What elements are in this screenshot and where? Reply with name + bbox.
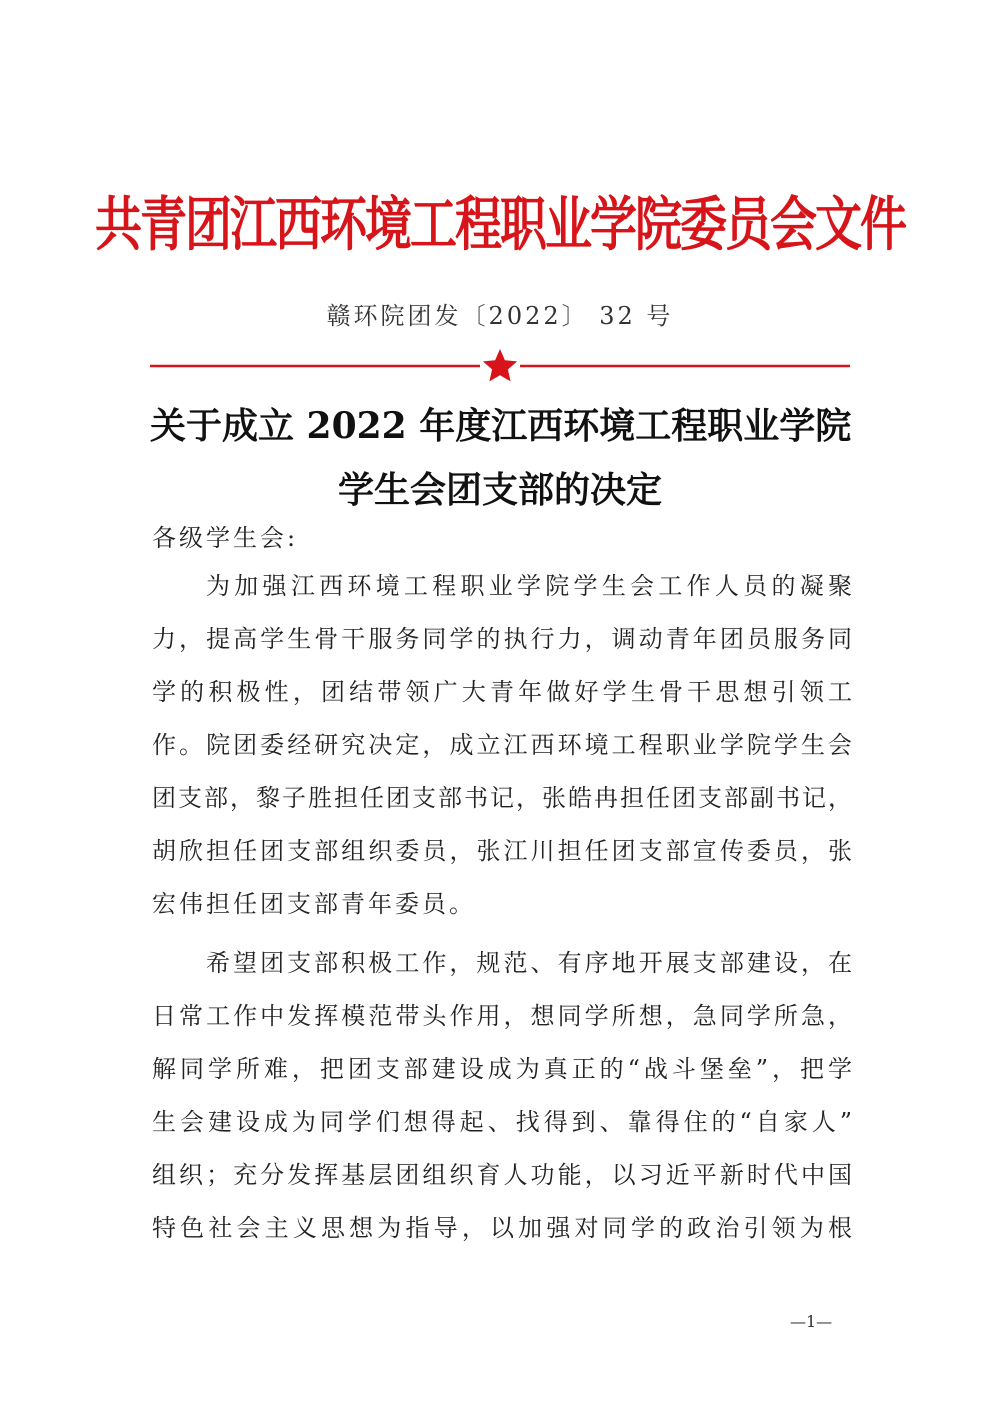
body-paragraph-1 <box>152 560 852 931</box>
org-title: 共青团江西环境工程职业学院委员会文件 <box>95 190 905 260</box>
body-paragraph-2 <box>152 937 852 1255</box>
paragraph-line: 组织；充分发挥基层团组织育人功能，以习近平新时代中国 <box>152 1161 852 1189</box>
document-number: 赣环院团发〔2022〕 32 号 <box>326 302 674 330</box>
paragraph-line: 希望团支部积极工作，规范、有序地开展支部建设，在 <box>206 949 852 977</box>
paragraph-line: 胡欣担任团支部组织委员，张江川担任团支部宣传委员，张 <box>152 837 852 865</box>
document-title-line-1: 关于成立 2022 年度江西环境工程职业学院 <box>150 405 852 447</box>
page-number: —1— <box>790 1312 833 1331</box>
paragraph-line: 团支部，黎子胜担任团支部书记，张皓冉担任团支部副书记， <box>152 784 852 812</box>
document-title-line-2: 学生会团支部的决定 <box>337 469 662 511</box>
paragraph-line: 解同学所难，把团支部建设成为真正的“战斗堡垒”，把学 <box>152 1055 852 1083</box>
star-icon <box>483 349 517 381</box>
paragraph-line: 为加强江西环境工程职业学院学生会工作人员的凝聚 <box>206 572 852 600</box>
paragraph-line: 宏伟担任团支部青年委员。 <box>152 890 476 918</box>
salutation: 各级学生会: <box>152 524 299 552</box>
paragraph-line: 作。院团委经研究决定，成立江西环境工程职业学院学生会 <box>152 731 852 759</box>
paragraph-line: 特色社会主义思想为指导，以加强对同学的政治引领为根 <box>152 1214 852 1242</box>
paragraph-line: 学的积极性，团结带领广大青年做好学生骨干思想引领工 <box>152 678 852 706</box>
paragraph-line: 力，提高学生骨干服务同学的执行力，调动青年团员服务同 <box>152 625 852 653</box>
paragraph-line: 日常工作中发挥模范带头作用，想同学所想，急同学所急， <box>152 1002 852 1030</box>
red-rule-with-star <box>150 345 850 385</box>
paragraph-line: 生会建设成为同学们想得起、找得到、靠得住的“自家人” <box>152 1108 852 1136</box>
